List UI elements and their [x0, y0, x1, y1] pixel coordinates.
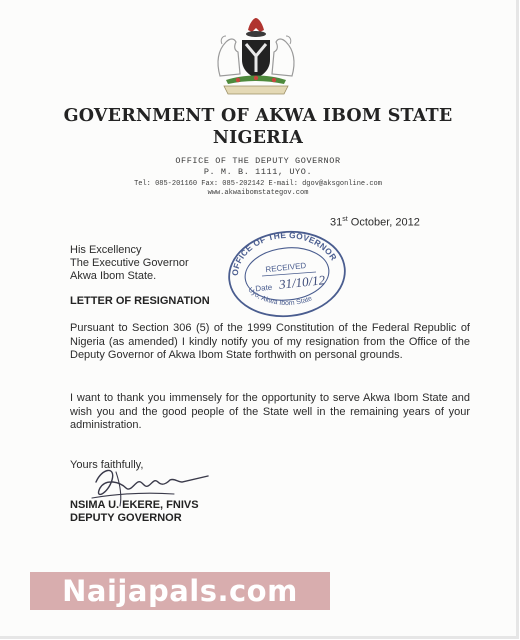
letter-date: [330, 216, 420, 229]
date-rest: October, 2012: [347, 216, 420, 229]
received-stamp: [224, 228, 350, 318]
stamp-date-label: Date: [254, 282, 273, 294]
watermark-text: Naijapals.com: [62, 574, 298, 608]
recipient-line: The Executive Governor: [70, 257, 189, 269]
shield: [242, 40, 270, 78]
stamp-received: RECEIVED: [264, 260, 307, 275]
signatory-title: DEPUTY GOVERNOR: [70, 512, 182, 524]
recipient-line: His Excellency: [70, 244, 142, 256]
eagle-crest: [246, 18, 266, 37]
letterhead-government: GOVERNMENT OF AKWA IBOM STATE: [63, 106, 453, 126]
letterhead-office: OFFICE OF THE DEPUTY GOVERNOR: [175, 156, 341, 166]
letterhead-website: www.akwaibomstategov.com: [207, 189, 309, 197]
stamp-date-value: 31/10/12: [278, 272, 326, 292]
supporter-horse-left: [218, 36, 240, 76]
stamp-bottom-text: Uyo, Akwa Ibom State: [246, 286, 314, 308]
watermark-banner: [30, 572, 330, 610]
coat-of-arms-icon: [204, 14, 308, 96]
date-day: 31: [330, 216, 343, 229]
letterhead-pmb: P. M. B. 1111, UYO.: [203, 167, 313, 177]
stamp-top-text: OFFICE OF THE GOVERNOR: [229, 229, 340, 277]
recipient-line: Akwa Ibom State.: [70, 270, 157, 282]
motto-ribbon: [224, 86, 288, 94]
body-paragraph: Pursuant to Section 306 (5) of the 1999 Constitution of the Federal Republic of Nigeria (as amended) I kindly notify you of my resignation from the Office of the Deputy Governor of Akwa Ibom State forthwith on personal grounds.: [70, 322, 470, 361]
letter-subject: LETTER OF RESIGNATION: [70, 295, 210, 307]
letterhead-country: NIGERIA: [212, 128, 304, 148]
letterhead-contact: Tel: 085-201160 Fax: 085-202142 E-mail: dgov@aksgonline.com: [134, 180, 382, 188]
date-suffix: st: [342, 216, 348, 223]
supporter-horse-right: [272, 36, 294, 76]
closing-salutation: Yours faithfully,: [70, 459, 144, 471]
body-paragraph: I want to thank you immensely for the opportunity to serve Akwa Ibom State and wish you and the good people of the State well in the remaining years of your administration.: [70, 392, 470, 431]
signatory-name: NSIMA U. EKERE, FNIVS: [70, 499, 199, 511]
flower-base: [226, 76, 286, 85]
